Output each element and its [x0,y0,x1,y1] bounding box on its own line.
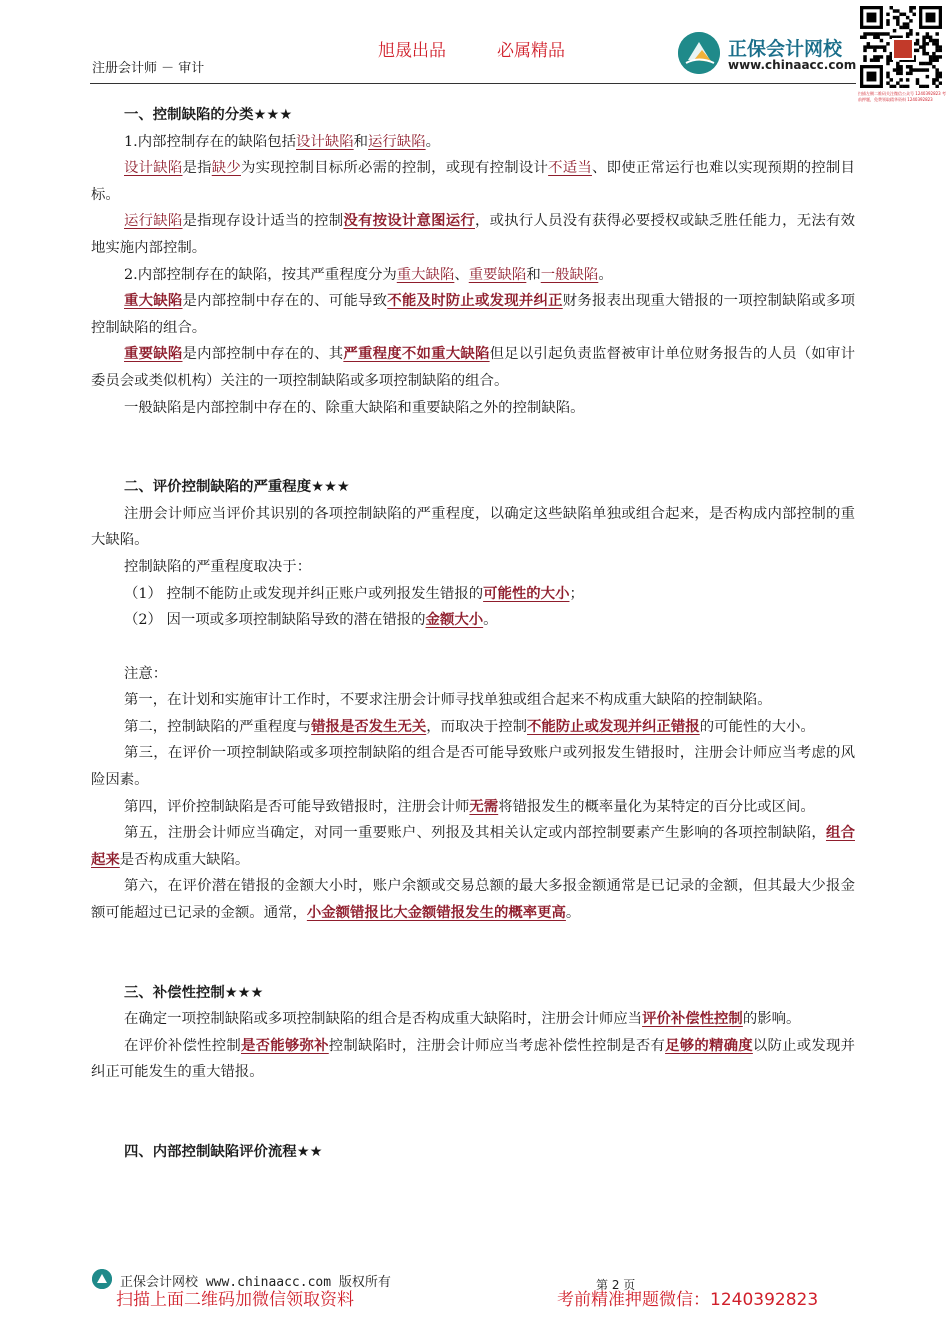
text: 在确定一项控制缺陷或多项控制缺陷的组合是否构成重大缺陷时，注册会计师应当 [124,1011,643,1028]
keyword: 严重程度不如重大缺陷 [343,345,490,363]
s2-note-2 [91,714,855,741]
s2-note-label: 注意： [124,665,168,682]
text: 。 [483,612,498,629]
s2-note-5 [91,820,855,873]
text: 第六，在评价潜在错报的金额大小时，账户余额或交易总额的最大多报金额通常是已记录的金额，但其最大少报金额可能超过已记录的金额。通常， [91,878,855,922]
s1-paragraph-1 [91,129,855,156]
text: 。 [425,133,440,150]
text: 和 [353,133,369,150]
keyword: 重大缺陷 [124,292,183,310]
keyword: 错报是否发生无关 [311,717,427,735]
s2-paragraph-1: 注册会计师应当评价其识别的各项控制缺陷的严重程度，以确定这些缺陷单独或组合起来，是否构成内部控制的重大缺陷。 [91,505,855,549]
spacer [91,634,855,661]
s2-item-1 [91,581,855,608]
text: 。 [598,266,613,283]
section-3-title: 三、补偿性控制★★★ [124,984,264,1001]
text: 的可能性的大小。 [699,718,815,735]
text: 是内部控制中存在的、可能导致 [182,293,388,310]
text: 1.内部控制存在的缺陷包括 [124,133,297,150]
text: 是指现存设计适当的控制 [182,213,344,230]
qr-badge-icon [892,38,914,60]
text: 是内部控制中存在的、其 [182,346,344,363]
spacer [91,927,855,980]
keyword: 小金额错报比大金额错报发生的概率更高 [306,904,566,922]
keyword: 重要缺陷 [468,266,527,283]
keyword: 评价补偿性控制 [642,1010,743,1028]
keyword: 可能性的大小 [483,584,570,602]
text: 控制缺陷时，注册会计师应当考虑补偿性控制是否有 [328,1037,666,1054]
text: 为实现控制目标所必需的控制，或现有控制设计 [241,160,549,177]
keyword: 是否能够弥补 [241,1036,329,1054]
s1-paragraph-2 [91,155,855,208]
keyword: 无需 [469,797,499,815]
text: （2） 因一项或多项控制缺陷导致的潜在错报的 [124,612,426,629]
text: 第四，评价控制缺陷是否可能导致错报时，注册会计师 [124,798,470,815]
s2-item-2 [91,607,855,634]
s1-paragraph-6 [91,341,855,394]
header-divider [90,83,856,84]
text: 、即使正常运行也难以实现预期的控制目标。 [91,160,855,203]
text: 财务报表出现重大错报的一项控制缺陷或多项控制缺陷的组合。 [91,293,855,336]
spacer [91,1086,855,1139]
logo-name: 正保会计网校 [728,38,843,60]
qr-caption: 扫描左侧二维码关注微信公众号 1240392823 考前押题，免费领取精华资料 1240392823 [858,91,946,102]
text: 2.内部控制存在的缺陷，按其严重程度分为 [124,266,397,283]
text: 将错报发生的概率量化为某特定的百分比或区间。 [498,798,815,815]
logo-url: www.chinaacc.com [728,58,857,72]
keyword: 设计缺陷 [124,160,183,177]
footer-copyright: 正保会计网校 www.chinaacc.com 版权所有 [120,1275,391,1290]
s3-paragraph-2 [91,1033,855,1086]
text: 的影响。 [742,1011,801,1028]
header-promo-right: 必属精品 [497,41,565,61]
text: ，而取决于控制 [426,718,527,735]
keyword: 设计缺陷 [296,133,354,150]
s2-note-1: 第一，在计划和实施审计工作时，不要求注册会计师寻找单独或组合起来不构成重大缺陷的控制缺陷。 [124,692,772,709]
document-body [91,102,855,1166]
keyword: 不能防止或发现并纠正错报 [526,717,700,735]
text: 在评价补偿性控制 [124,1037,241,1054]
s2-note-3: 第三，在评价一项控制缺陷或多项控制缺陷的组合是否可能导致账户或列报发生错报时，注册会计师应当考虑的风险因素。 [91,745,855,789]
text: 以防止或发现并纠正可能发生的重大错报。 [91,1037,855,1081]
text: 。 [565,905,581,922]
page-number: 第 2 页 [596,1278,636,1292]
footer-logo-icon [92,1269,112,1289]
s2-note-4 [91,794,855,821]
text: 但足以引起负责监督被审计单位财务报告的人员（如审计委员会或类似机构）关注的一项控制缺陷或多项控制缺陷的组合。 [91,346,855,389]
text: 第二，控制缺陷的严重程度与 [124,718,312,735]
keyword: 足够的精确度 [665,1036,753,1054]
text: 、 [454,266,469,283]
spacer [91,421,855,474]
keyword: 不适当 [548,160,592,177]
logo-icon [678,32,720,74]
header-promo-left: 旭晟出品 [378,41,446,61]
s1-paragraph-7: 一般缺陷是内部控制中存在的、除重大缺陷和重要缺陷之外的控制缺陷。 [124,399,585,416]
footer-promo-right: 考前精准押题微信：1240392823 [557,1290,819,1310]
course-title: 注册会计师 － 审计 [92,61,205,76]
text: 是否构成重大缺陷。 [119,851,250,868]
s1-paragraph-5 [91,288,855,341]
keyword: 运行缺陷 [124,213,183,230]
s1-paragraph-4 [91,262,855,289]
text: ，或执行人员没有获得必要授权或缺乏胜任能力，无法有效地实施内部控制。 [91,213,855,256]
section-4-title: 四、内部控制缺陷评价流程★★ [124,1144,323,1160]
keyword: 重大缺陷 [396,266,455,283]
s2-paragraph-2: 控制缺陷的严重程度取决于： [124,558,312,575]
keyword: 缺少 [211,160,241,177]
text: ； [569,585,584,602]
brand-logo[interactable] [678,32,858,80]
keyword: 不能及时防止或发现并纠正 [387,292,563,310]
text: 第五，注册会计师应当确定，对同一重要账户、列报及其相关认定或内部控制要素产生影响的各项控制缺陷， [124,825,826,842]
footer-promo-left: 扫描上面二维码加微信领取资料 [116,1290,354,1310]
text: 和 [526,266,541,283]
keyword: 一般缺陷 [540,266,599,283]
text: 是指 [182,160,212,177]
s2-note-6 [91,873,855,926]
keyword: 没有按设计意图运行 [343,212,475,230]
keyword: 重要缺陷 [124,345,183,363]
section-1-title: 一、控制缺陷的分类★★★ [124,107,293,123]
s3-paragraph-1 [91,1006,855,1033]
keyword: 金额大小 [425,611,484,629]
text: （1） 控制不能防止或发现并纠正账户或列报发生错报的 [124,585,484,602]
s1-paragraph-3 [91,208,855,261]
keyword: 运行缺陷 [368,133,426,150]
section-2-title: 二、评价控制缺陷的严重程度★★★ [124,479,350,496]
keyword: 组合起来 [91,824,855,868]
